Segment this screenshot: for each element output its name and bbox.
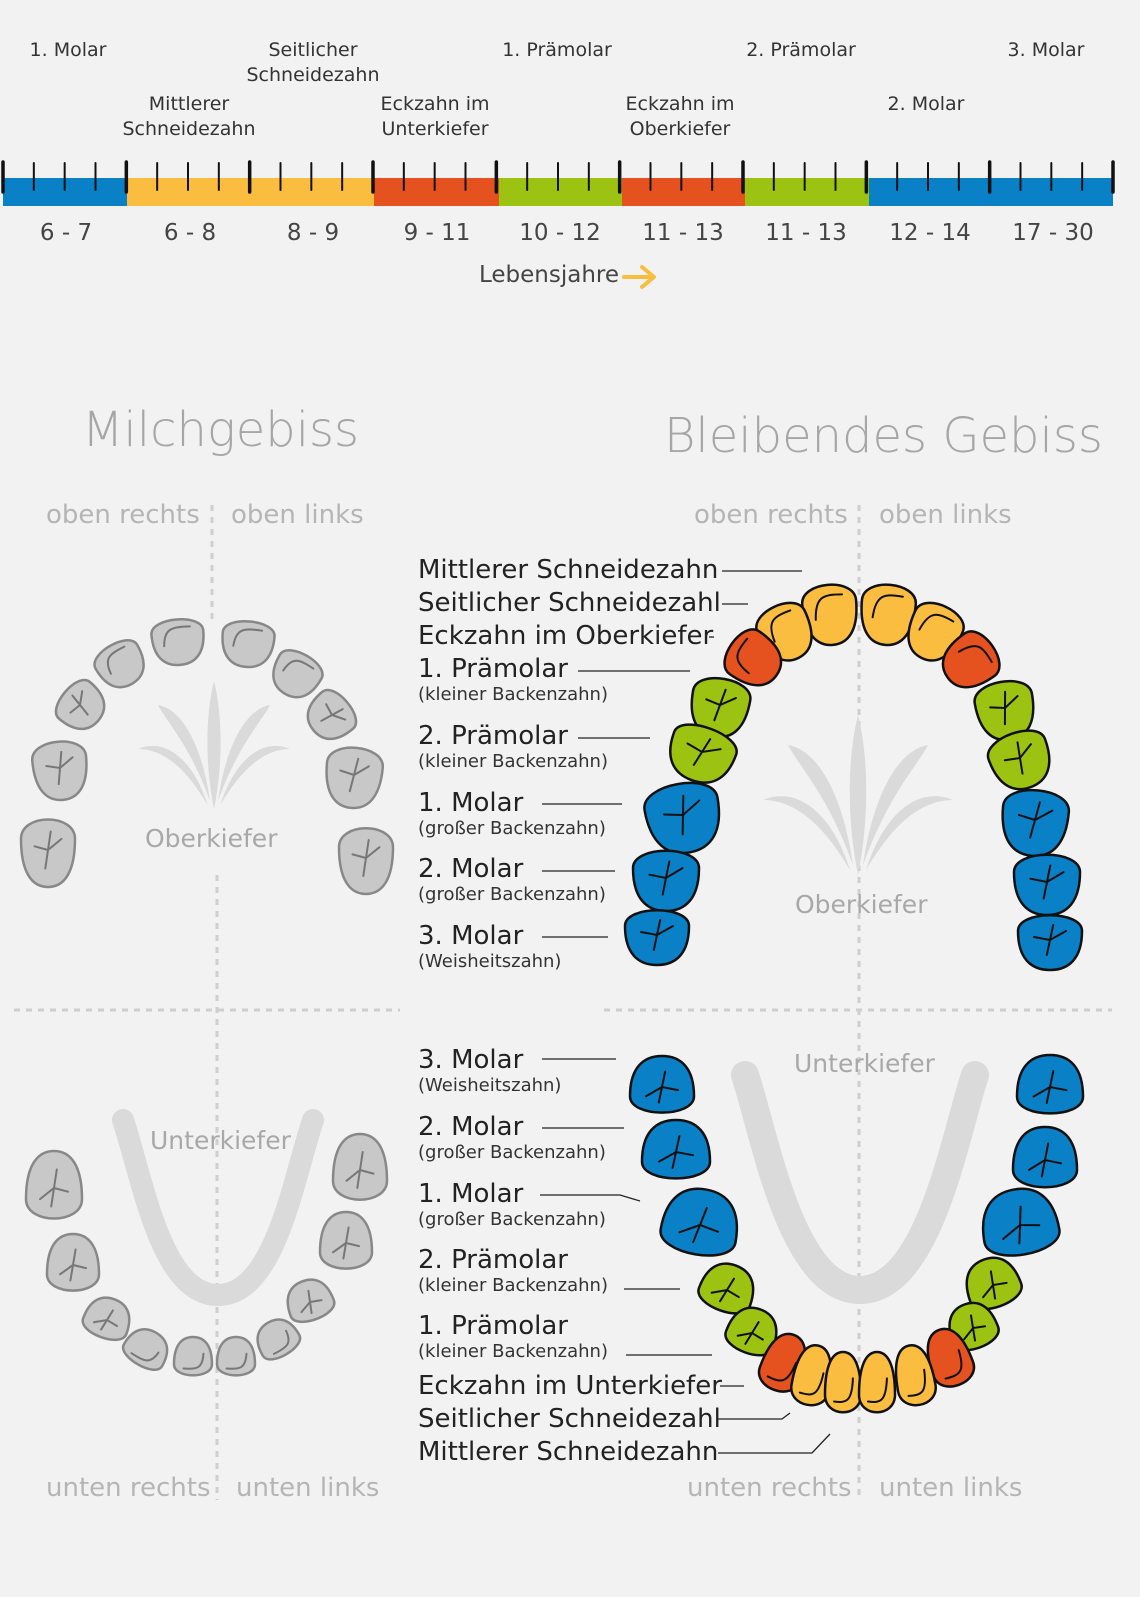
tooth-icon [859, 1352, 895, 1412]
tooth-icon [1017, 1055, 1083, 1113]
timeline-label-1-molar: 1. Molar [29, 39, 107, 61]
timeline-segment [499, 178, 622, 206]
age-range: 6 - 8 [163, 220, 217, 246]
age-range: 9 - 11 [403, 220, 471, 246]
age-range: 17 - 30 [1012, 220, 1094, 246]
tooth-icon [825, 1352, 861, 1412]
legend-upper-lateral-incisor: Seitlicher Schneidezahl [418, 588, 721, 618]
legend-lower-canine: Eckzahn im Unterkiefer [418, 1371, 722, 1401]
timeline-label-lower-canine: Eckzahn im Unterkiefer [380, 93, 490, 140]
palate-icon [850, 715, 867, 875]
perm-lower-left: unten links [879, 1473, 1023, 1503]
tooth-icon [333, 1134, 387, 1200]
legend-lower-2-premolar: 2. Prämolar (kleiner Backenzahn) [418, 1245, 608, 1296]
legend-upper-central-incisor: Mittlerer Schneidezahn [418, 555, 719, 585]
perm-upper-jaw-label: Oberkiefer [795, 890, 928, 919]
timeline-segment [622, 178, 745, 206]
tooth-icon [281, 1273, 338, 1326]
tooth-icon [323, 745, 384, 810]
tooth-icon [47, 1234, 99, 1291]
age-range: 10 - 12 [519, 220, 601, 246]
leader-line [718, 1413, 790, 1419]
timeline-label-lateral-incisor: Seitlicher Schneidezahn [246, 39, 380, 86]
timeline-label-1-premolar: 1. Prämolar [502, 39, 612, 61]
tooth-icon [1018, 915, 1082, 970]
milk-lower-right: unten rechts [46, 1473, 211, 1503]
milk-upper-jaw-label: Oberkiefer [145, 824, 278, 853]
age-range: 8 - 9 [286, 220, 340, 246]
milk-upper-left: oben links [231, 500, 364, 530]
milk-upper-right: oben rechts [46, 500, 200, 530]
tooth-icon [320, 1212, 372, 1269]
timeline-label-upper-canine: Eckzahn im Oberkiefer [625, 93, 735, 140]
tooth-icon [633, 851, 699, 911]
tooth-icon [21, 819, 75, 887]
age-range: 6 - 7 [39, 220, 93, 246]
milk-lower-jaw-label: Unterkiefer [150, 1126, 291, 1155]
timeline-label-central-incisor: Mittlerer Schneidezahn [122, 93, 256, 140]
legend-upper-3-molar: 3. Molar (Weisheitszahn) [418, 921, 562, 972]
tooth-icon [1014, 855, 1080, 915]
timeline-label-2-premolar: 2. Prämolar [746, 39, 856, 61]
perm-lower-jaw-label: Unterkiefer [794, 1049, 935, 1078]
perm-upper-right: oben rechts [694, 500, 848, 530]
legend-upper-2-premolar: 2. Prämolar (kleiner Backenzahn) [418, 721, 608, 772]
timeline-segment [374, 178, 499, 206]
timeline-label-3-molar: 3. Molar [1007, 39, 1085, 61]
tooth-icon [976, 1183, 1062, 1261]
perm-upper-left: oben links [879, 500, 1012, 530]
tooth-icon [999, 788, 1070, 859]
age-range: 11 - 13 [765, 220, 847, 246]
legend-lower-2-molar: 2. Molar (großer Backenzahn) [418, 1112, 606, 1163]
age-range: 12 - 14 [889, 220, 971, 246]
tooth-icon [31, 739, 90, 802]
legend-lower-1-molar: 1. Molar (großer Backenzahn) [418, 1179, 606, 1230]
tooth-icon [1013, 1127, 1077, 1187]
milk-lower-left: unten links [236, 1473, 380, 1503]
palate-icon [207, 681, 220, 809]
legend-upper-2-molar: 2. Molar (großer Backenzahn) [418, 854, 606, 905]
tooth-icon [642, 1120, 710, 1178]
tooth-icon [150, 617, 206, 667]
legend-upper-1-premolar: 1. Prämolar (kleiner Backenzahn) [418, 654, 608, 705]
legend-upper-1-molar: 1. Molar (großer Backenzahn) [418, 788, 606, 839]
legend-lower-1-premolar: 1. Prämolar (kleiner Backenzahn) [418, 1311, 608, 1362]
tooth-icon [657, 1183, 743, 1261]
tooth-icon [641, 778, 726, 859]
legend-lower-3-molar: 3. Molar (Weisheitszahn) [418, 1045, 562, 1096]
tooth-icon [26, 1151, 82, 1219]
tooth-icon [49, 674, 113, 739]
axis-label: Lebensjahre [479, 262, 620, 288]
permanent-teeth-title: Bleibendes Gebiss [664, 408, 1103, 464]
legend-lower-central-incisor: Mittlerer Schneidezahn [418, 1437, 719, 1467]
age-range: 11 - 13 [642, 220, 724, 246]
leader-line [718, 1434, 830, 1453]
milk-teeth-title: Milchgebiss [82, 402, 360, 458]
tooth-icon [217, 1337, 255, 1375]
tooth-icon [220, 619, 276, 669]
timeline-segment [745, 178, 869, 206]
tooth-icon [625, 910, 689, 965]
timeline-label-2-molar: 2. Molar [887, 93, 965, 115]
legend-lower-lateral-incisor: Seitlicher Schneidezahl [418, 1404, 721, 1434]
legend-upper-canine: Eckzahn im Oberkiefer [418, 621, 714, 651]
tooth-icon [89, 634, 152, 696]
tooth-icon [174, 1337, 212, 1375]
tooth-icon [339, 828, 393, 894]
tooth-icon [630, 1056, 694, 1113]
perm-lower-right: unten rechts [687, 1473, 852, 1503]
arrow-right-icon [624, 267, 654, 287]
